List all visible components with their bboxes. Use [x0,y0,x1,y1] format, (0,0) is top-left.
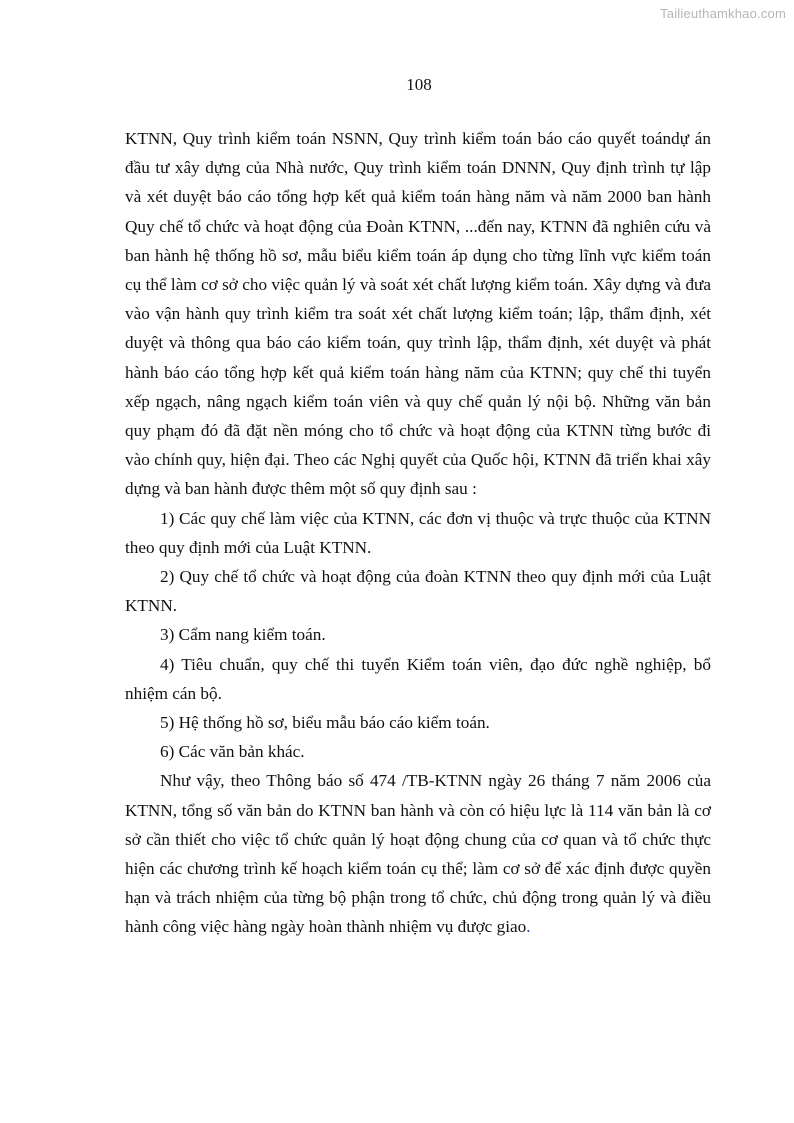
list-item-3: 3) Cẩm nang kiểm toán. [160,625,326,645]
list-item-2: 2) Quy chế tổ chức và hoạt động của đoàn KTNN theo quy định mới của Luật KTNN. [125,567,711,616]
conclusion-end-mark: . [526,917,531,937]
paragraph-conclusion [125,766,711,941]
paragraph-intro: KTNN, Quy trình kiểm toán NSNN, Quy trình kiểm toán báo cáo quyết toándự án đầu tư xây dựng của Nhà nước, Quy trình kiểm toán DNNN, Quy định trình tự lập và xét duyệt báo cáo tổng hợp kết quả kiểm toán hàng năm và năm 2000 ban hành Quy chế tổ chức và hoạt động của Đoàn KTNN, ...đến nay, KTNN đã nghiên cứu và ban hành hệ thống hồ sơ, mẫu biểu kiểm toán áp dụng cho từng lĩnh vực kiểm toán cụ thể làm cơ sở cho việc quản lý và soát xét chất lượng kiểm toán. Xây dựng và đưa vào vận hành quy trình kiểm tra soát xét chất lượng kiểm toán; lập, thẩm định, xét duyệt và thông qua báo cáo kiểm toán, quy trình lập, thẩm định, xét duyệt và phát hành báo cáo tổng hợp kết quả kiểm toán hàng năm của KTNN; quy chế thi tuyển xếp ngạch, nâng ngạch kiểm toán viên và quy chế quản lý nội bộ. Những văn bản quy phạm đó đã đặt nền móng cho tổ chức và hoạt động của KTNN từng bước đi vào chính quy, hiện đại. Theo các Nghị quyết của Quốc hội, KTNN đã triển khai xây dựng và ban hành được thêm một số quy định sau : [125,129,711,499]
list-item-1: 1) Các quy chế làm việc của KTNN, các đơn vị thuộc và trực thuộc của KTNN theo quy định mới của Luật KTNN. [125,508,711,557]
list-item-4: 4) Tiêu chuẩn, quy chế thi tuyển Kiểm toán viên, đạo đức nghề nghiệp, bổ nhiệm cán bộ. [125,654,711,703]
document-body [125,124,711,942]
conclusion-text: Như vậy, theo Thông báo số 474 /TB-KTNN ngày 26 tháng 7 năm 2006 của KTNN, tổng số văn bản do KTNN ban hành và còn có hiệu lực là 114 văn bản là cơ sở cần thiết cho việc tổ chức quản lý hoạt động chung của cơ quan và tổ chức thực hiện các chương trình kế hoạch kiểm toán cụ thể; làm cơ sở để xác định được quyền hạn và trách nhiệm của từng bộ phận trong tổ chức, chủ động trong quản lý và điều hành công việc hàng ngày hoàn thành nhiệm vụ được giao [125,771,711,937]
list-item-5: 5) Hệ thống hồ sơ, biểu mẫu báo cáo kiểm toán. [160,713,490,733]
watermark-text: Tailieuthamkhao.com [660,6,786,21]
page-number: 108 [406,75,432,94]
list-item-6: 6) Các văn bản khác. [160,742,305,762]
